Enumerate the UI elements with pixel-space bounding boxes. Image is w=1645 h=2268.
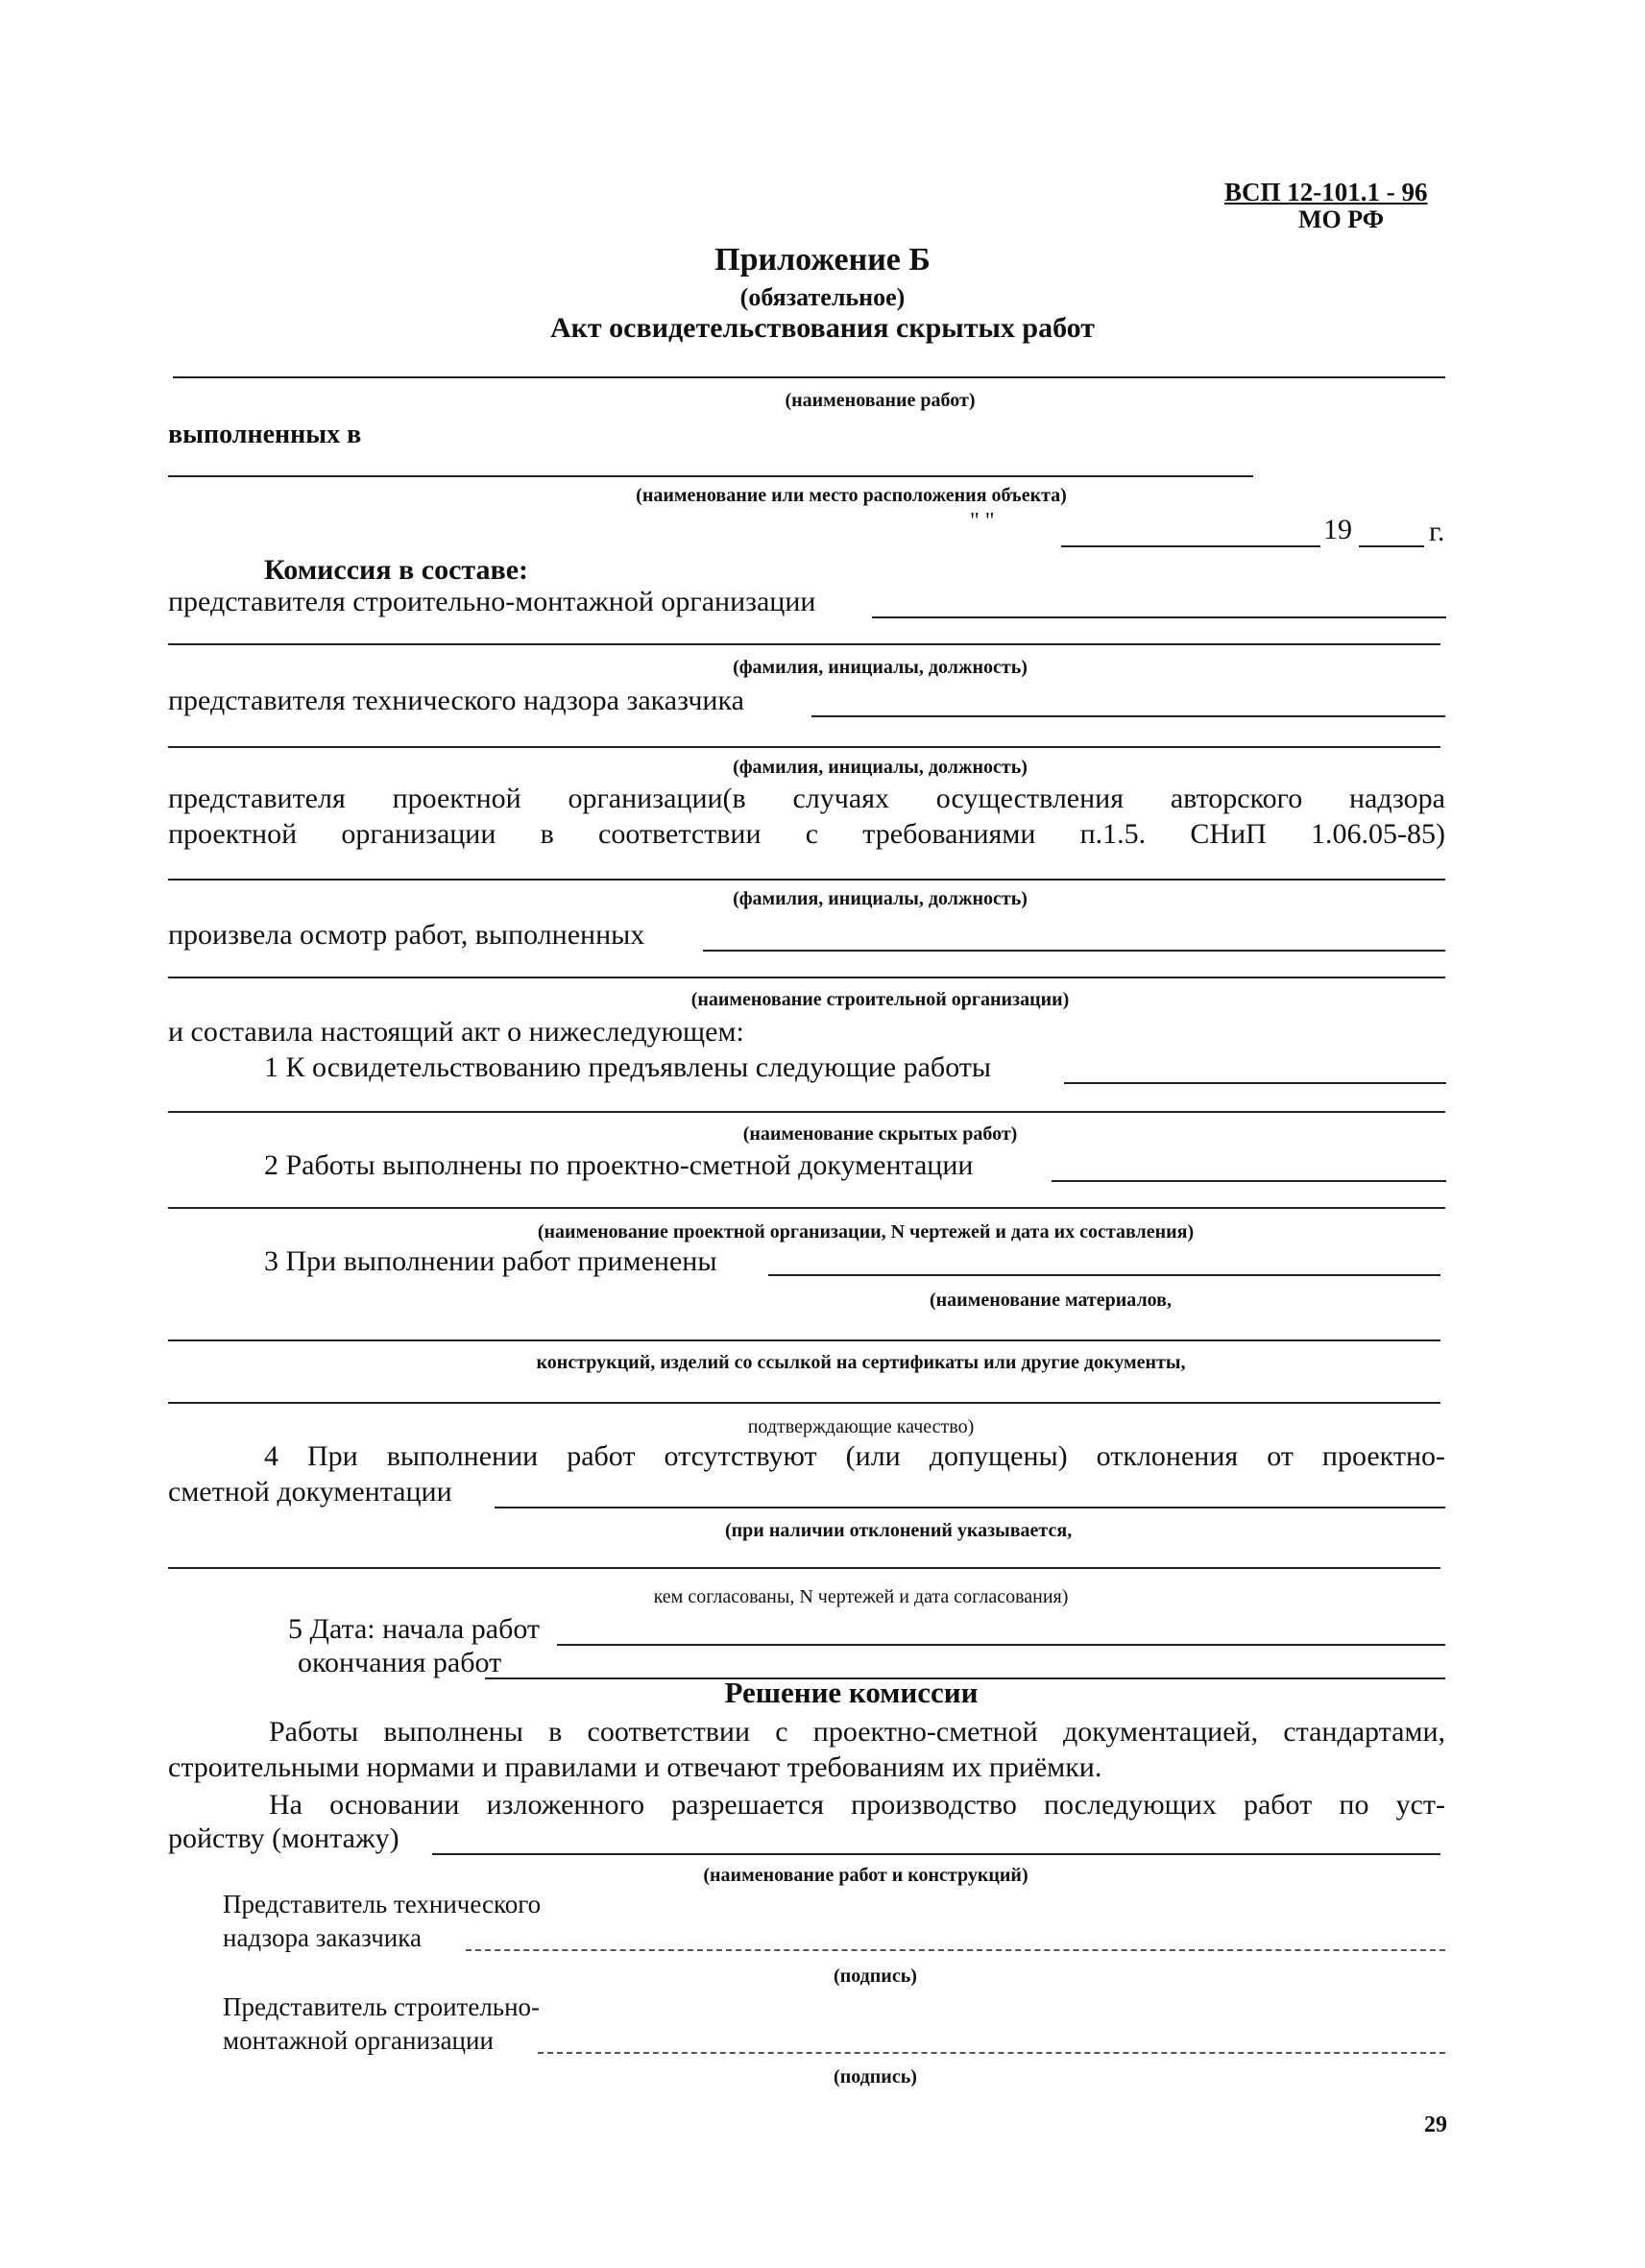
rep-technical-line-2[interactable]	[168, 746, 1440, 748]
materials-line-1[interactable]	[168, 1339, 1440, 1341]
decision-p2-line2: ройству (монтажу)	[168, 1822, 399, 1854]
item1-label: 1 К освидетельствованию предъявлены следующие работы	[264, 1051, 992, 1083]
item5-start-label: 5 Дата: начала работ	[288, 1613, 541, 1645]
signature-caption-1: (подпись)	[834, 1966, 917, 1987]
drew-up-label: и составила настоящий акт о нижеследующем:	[168, 1016, 744, 1048]
date-line[interactable]	[1061, 545, 1320, 547]
item2-label: 2 Работы выполнены по проектно-сметной документации	[264, 1149, 974, 1181]
object-caption: (наименование или место расположения объекта)	[636, 485, 1067, 506]
item5-start-line[interactable]	[557, 1644, 1445, 1646]
works-name-caption: (наименование работ)	[785, 390, 976, 411]
rep-construction-line[interactable]	[872, 616, 1446, 618]
materials-caption-3: подтверждающие качество)	[747, 1416, 975, 1437]
year-prefix: 19	[1323, 514, 1352, 545]
sig-build-label-2: монтажной организации	[223, 2026, 494, 2055]
performed-in-label: выполненных в	[168, 420, 362, 449]
deviations-caption-1: (при наличии отклонений указывается,	[725, 1520, 1073, 1541]
inspected-line-2[interactable]	[168, 977, 1445, 978]
works-name-line[interactable]	[173, 376, 1445, 378]
deviations-caption-2: кем согласованы, N чертежей и дата согласования)	[653, 1586, 1069, 1607]
rep-design-label-2: проектной организации в соответствии с требованиями п.1.5. СНиП 1.06.05-85)	[168, 818, 1445, 850]
rep-technical-label: представителя технического надзора заказчика	[168, 685, 744, 716]
rep-technical-line[interactable]	[811, 715, 1445, 717]
person3-caption: (фамилия, инициалы, должность)	[733, 888, 1028, 909]
item4-label-1: 4 При выполнении работ отсутствуют (или допущены) отклонения от проектно-	[264, 1440, 1445, 1472]
mandatory-label: (обязательное)	[739, 283, 906, 311]
sig-tech-label-2: надзора заказчика	[223, 1923, 422, 1952]
item4-line[interactable]	[495, 1507, 1445, 1508]
document-code: ВСП 12-101.1 - 96	[1224, 178, 1428, 206]
rep-design-line[interactable]	[168, 879, 1445, 881]
decision-heading: Решение комиссии	[724, 1676, 979, 1709]
materials-caption-2: конструкций, изделий со ссылкой на сертификаты или другие документы,	[536, 1352, 1186, 1373]
inspected-label: произвела осмотр работ, выполненных	[168, 919, 645, 951]
rep-design-label-1: представителя проектной организации(в случаях осуществления авторского надзора	[168, 783, 1445, 814]
object-line[interactable]	[168, 475, 1253, 477]
item1-line[interactable]	[1064, 1082, 1446, 1084]
item1-line-2[interactable]	[168, 1111, 1445, 1113]
ministry-label: МО РФ	[1298, 205, 1385, 233]
item2-line[interactable]	[1052, 1180, 1446, 1182]
person2-caption: (фамилия, инициалы, должность)	[733, 757, 1028, 778]
item3-label: 3 При выполнении работ применены	[264, 1245, 717, 1277]
org-caption: (наименование строительной организации)	[690, 989, 1070, 1010]
commission-label: Комиссия в составе:	[264, 554, 528, 586]
year-suffix: г.	[1429, 516, 1445, 547]
works-constructions-caption: (наименование работ и конструкций)	[703, 1865, 1028, 1886]
rep-construction-label: представителя строительно-монтажной организации	[168, 586, 816, 617]
sig-build-label-1: Представитель строительно-	[223, 1992, 541, 2021]
materials-line-2[interactable]	[168, 1402, 1440, 1404]
act-title: Акт освидетельствования скрытых работ	[549, 312, 1096, 344]
rep-construction-line-2[interactable]	[168, 643, 1440, 645]
decision-p1-line2: строительными нормами и правилами и отвечают требованиям их приёмки.	[168, 1751, 1102, 1783]
item2-line-2[interactable]	[168, 1207, 1445, 1209]
inspected-line[interactable]	[703, 950, 1445, 952]
year-line[interactable]	[1359, 545, 1424, 547]
appendix-title: Приложение Б	[714, 242, 931, 277]
item4-label-2: сметной документации	[168, 1476, 452, 1508]
signature-caption-2: (подпись)	[834, 2066, 917, 2087]
subsequent-works-line[interactable]	[432, 1853, 1440, 1855]
decision-p1-line1: Работы выполнены в соответствии с проектно-сметной документацией, стандартами,	[269, 1716, 1445, 1748]
materials-caption-1: (наименование материалов,	[930, 1290, 1172, 1311]
date-quotes: " "	[970, 509, 995, 534]
decision-p2-line1: На основании изложенного разрешается производство последующих работ по уст-	[269, 1789, 1445, 1821]
project-org-caption: (наименование проектной организации, N чертежей и дата их составления)	[537, 1221, 1195, 1243]
sig-tech-label-1: Представитель технического	[223, 1890, 542, 1918]
sig-build-line[interactable]	[538, 2052, 1445, 2054]
hidden-works-caption: (наименование скрытых работ)	[742, 1123, 1018, 1145]
item3-line[interactable]	[768, 1274, 1440, 1276]
item5-end-label: окончания работ	[298, 1647, 502, 1678]
sig-tech-line[interactable]	[466, 1949, 1445, 1951]
person1-caption: (фамилия, инициалы, должность)	[733, 657, 1028, 678]
deviations-line[interactable]	[168, 1567, 1440, 1569]
page-number: 29	[1424, 2112, 1447, 2137]
